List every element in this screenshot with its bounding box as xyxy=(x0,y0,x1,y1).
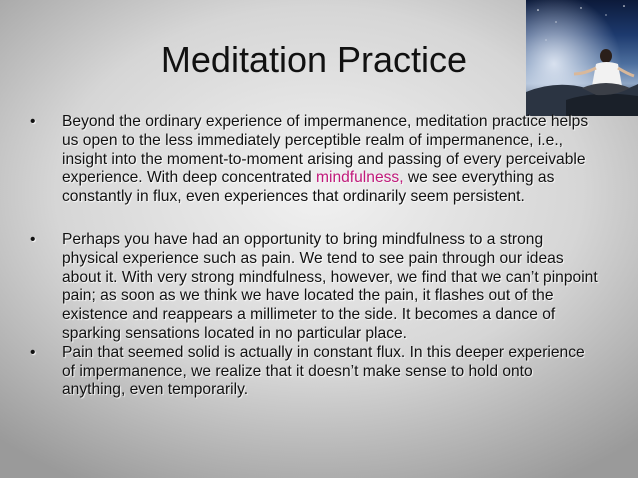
bullet-3-text: Pain that seemed solid is actually in constant flux. In this deeper experience of impermanence, we realize that it doesn’t make sense to hold onto anything, even temporarily. xyxy=(62,343,585,399)
bullet-2-text: Perhaps you have had an opportunity to bring mindfulness to a strong physical experience such as pain. We tend to see pain through our ideas about it. With very strong mindfulness, however, we find that we can’t pinpoint pain; as soon as we think we have located the pain, it flashes out of the existence and reappears a millimeter to the side. It becomes a dance of sparking sensations located in no particular place. xyxy=(62,230,598,342)
bullet-icon: • xyxy=(30,113,36,130)
bullet-icon: • xyxy=(30,230,36,248)
bullet-1-text: Beyond the ordinary experience of impermanence, meditation practice helps us open to the less immediately perceptible realm of impermanence, i.e., insight into the moment-to-moment arising and passing of every perceivable experience. With deep concentrated xyxy=(62,113,589,187)
bullet-icon: • xyxy=(30,343,36,361)
slide-title: Meditation Practice xyxy=(160,39,468,80)
bullet-1-text-end: we see everything as constantly in flux, even experiences that ordinarily seem persistent. xyxy=(62,169,555,206)
bullet-item-1 xyxy=(30,113,600,207)
mindfulness-highlight: mindfulness, xyxy=(316,169,404,187)
bullet-item-2 xyxy=(30,231,600,344)
bullet-list xyxy=(30,113,600,400)
bullet-item-3 xyxy=(30,344,600,400)
